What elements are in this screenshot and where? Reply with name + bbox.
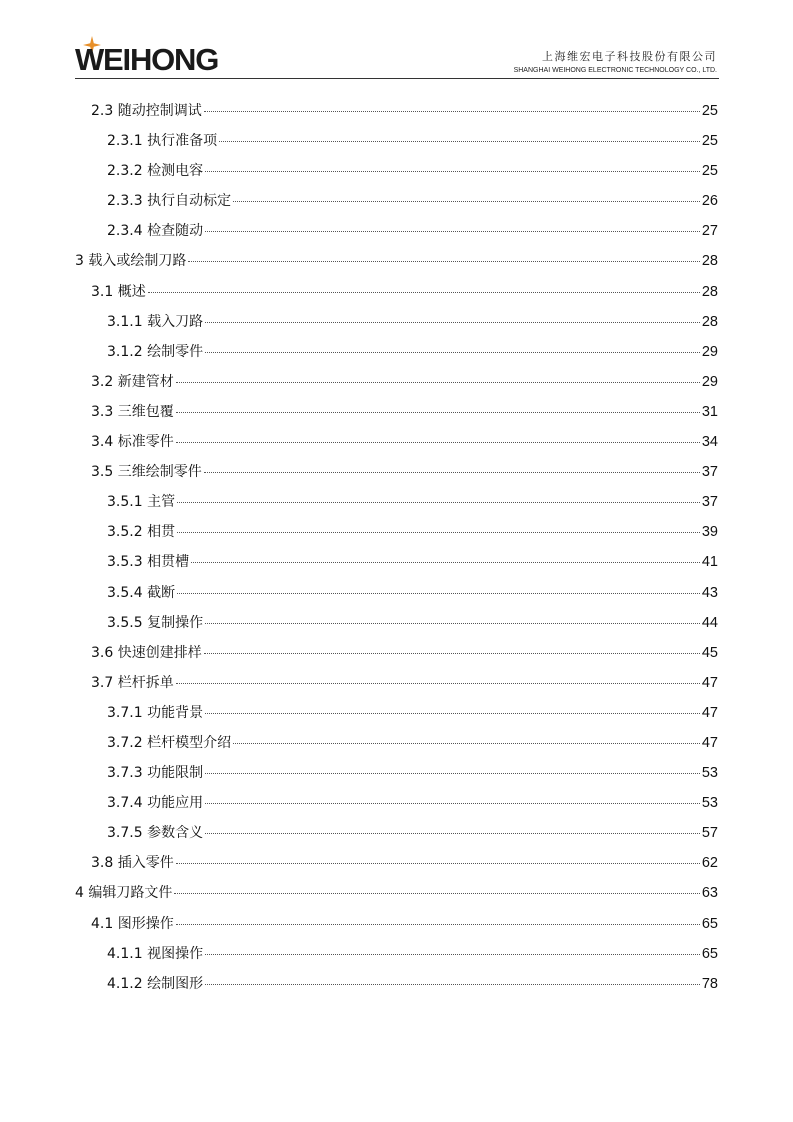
- page-header: [0, 0, 793, 80]
- toc-entry[interactable]: [75, 909, 718, 939]
- toc-leader-dots: [233, 731, 700, 744]
- toc-entry[interactable]: [75, 246, 718, 276]
- toc-entry-title[interactable]: 3.7.4 功能应用: [107, 795, 204, 812]
- toc-entry[interactable]: [75, 367, 718, 397]
- toc-entry[interactable]: [75, 728, 718, 758]
- toc-entry-page-number[interactable]: 63: [701, 885, 718, 902]
- toc-entry-title[interactable]: 3 载入或绘制刀路: [75, 253, 187, 270]
- toc-entry-title[interactable]: 3.5.5 复制操作: [107, 614, 204, 631]
- toc-entry-title[interactable]: 3.7.5 参数含义: [107, 825, 204, 842]
- toc-entry-page-number[interactable]: 34: [701, 434, 718, 451]
- toc-entry-page-number[interactable]: 28: [701, 253, 718, 270]
- toc-entry-page-number[interactable]: 65: [701, 945, 718, 962]
- toc-entry-page-number[interactable]: 57: [701, 825, 718, 842]
- table-of-contents: [75, 96, 718, 999]
- toc-entry[interactable]: [75, 848, 718, 878]
- toc-entry-page-number[interactable]: 29: [701, 343, 718, 360]
- toc-entry[interactable]: [75, 337, 718, 367]
- toc-entry-title[interactable]: 4.1 图形操作: [91, 915, 174, 932]
- toc-entry-title[interactable]: 3.5.4 截断: [107, 584, 176, 601]
- toc-entry[interactable]: [75, 818, 718, 848]
- toc-entry-title[interactable]: 2.3.1 执行准备项: [107, 133, 218, 150]
- toc-entry-title[interactable]: 3.7.1 功能背景: [107, 704, 204, 721]
- toc-leader-dots: [205, 219, 700, 232]
- toc-leader-dots: [205, 972, 700, 985]
- toc-entry[interactable]: [75, 427, 718, 457]
- toc-entry-page-number[interactable]: 28: [701, 283, 718, 300]
- toc-leader-dots: [205, 761, 700, 774]
- company-name: [514, 50, 717, 76]
- toc-entry-page-number[interactable]: 44: [701, 614, 718, 631]
- toc-entry-page-number[interactable]: 27: [701, 223, 718, 240]
- toc-entry-title[interactable]: 3.4 标准零件: [91, 434, 174, 451]
- toc-entry[interactable]: [75, 939, 718, 969]
- toc-leader-dots: [177, 490, 700, 503]
- toc-entry-title[interactable]: 2.3.4 检查随动: [107, 223, 204, 240]
- toc-entry-title[interactable]: 3.7.3 功能限制: [107, 765, 204, 782]
- toc-leader-dots: [205, 821, 700, 834]
- toc-entry[interactable]: [75, 788, 718, 818]
- toc-entry-page-number[interactable]: 78: [701, 975, 718, 992]
- toc-entry-title[interactable]: 3.5.1 主管: [107, 494, 176, 511]
- toc-entry-title[interactable]: 4.1.1 视图操作: [107, 945, 204, 962]
- toc-entry-title[interactable]: 3.7.2 栏杆模型介绍: [107, 734, 232, 751]
- company-name-cn: 上海维宏电子科技股份有限公司: [542, 50, 717, 63]
- toc-leader-dots: [204, 460, 700, 473]
- toc-entry-page-number[interactable]: 53: [701, 795, 718, 812]
- toc-entry[interactable]: [75, 578, 718, 608]
- toc-entry-title[interactable]: 2.3.2 检测电容: [107, 163, 204, 180]
- toc-entry[interactable]: [75, 638, 718, 668]
- toc-entry-title[interactable]: 3.1.1 载入刀路: [107, 313, 204, 330]
- toc-leader-dots: [176, 912, 700, 925]
- toc-leader-dots: [191, 550, 700, 563]
- toc-entry-title[interactable]: 3.8 插入零件: [91, 855, 174, 872]
- toc-entry[interactable]: [75, 878, 718, 908]
- toc-leader-dots: [176, 851, 700, 864]
- toc-leader-dots: [205, 942, 700, 955]
- toc-leader-dots: [205, 701, 700, 714]
- toc-leader-dots: [177, 520, 700, 533]
- toc-leader-dots: [176, 430, 700, 443]
- toc-leader-dots: [148, 280, 700, 293]
- toc-entry[interactable]: [75, 668, 718, 698]
- toc-entry[interactable]: [75, 397, 718, 427]
- toc-entry-page-number[interactable]: 45: [701, 644, 718, 661]
- toc-entry-title[interactable]: 3.7 栏杆拆单: [91, 674, 174, 691]
- toc-entry-page-number[interactable]: 28: [701, 313, 718, 330]
- toc-entry-page-number[interactable]: 25: [701, 163, 718, 180]
- toc-entry[interactable]: [75, 517, 718, 547]
- toc-entry[interactable]: [75, 277, 718, 307]
- toc-leader-dots: [205, 791, 700, 804]
- toc-entry-page-number[interactable]: 43: [701, 584, 718, 601]
- toc-entry-page-number[interactable]: 47: [701, 704, 718, 721]
- toc-entry-title[interactable]: 3.1 概述: [91, 283, 146, 300]
- toc-entry[interactable]: [75, 457, 718, 487]
- toc-entry-title[interactable]: 3.1.2 绘制零件: [107, 343, 204, 360]
- toc-leader-dots: [205, 159, 700, 172]
- toc-entry-page-number[interactable]: 31: [701, 403, 718, 420]
- toc-entry[interactable]: [75, 969, 718, 999]
- toc-leader-dots: [233, 189, 700, 202]
- toc-leader-dots: [176, 370, 700, 383]
- toc-entry-title[interactable]: 4.1.2 绘制图形: [107, 975, 204, 992]
- toc-entry[interactable]: [75, 96, 718, 126]
- toc-entry-page-number[interactable]: 37: [701, 494, 718, 511]
- toc-entry-page-number[interactable]: 62: [701, 855, 718, 872]
- toc-leader-dots: [205, 611, 700, 624]
- toc-leader-dots: [204, 99, 700, 112]
- toc-entry-page-number[interactable]: 47: [701, 674, 718, 691]
- company-name-en: SHANGHAI WEIHONG ELECTRONIC TECHNOLOGY CO., LTD.: [513, 67, 717, 74]
- toc-entry[interactable]: [75, 186, 718, 216]
- toc-entry-page-number[interactable]: 25: [701, 133, 718, 150]
- toc-entry[interactable]: [75, 758, 718, 788]
- toc-entry-title[interactable]: 2.3.3 执行自动标定: [107, 193, 232, 210]
- toc-entry-page-number[interactable]: 65: [701, 915, 718, 932]
- toc-leader-dots: [204, 641, 700, 654]
- toc-entry[interactable]: [75, 126, 718, 156]
- toc-leader-dots: [219, 129, 700, 142]
- toc-entry-page-number[interactable]: 39: [701, 524, 718, 541]
- toc-entry[interactable]: [75, 698, 718, 728]
- toc-entry[interactable]: [75, 307, 718, 337]
- toc-entry-page-number[interactable]: 41: [701, 554, 718, 571]
- toc-entry[interactable]: [75, 547, 718, 577]
- toc-entry-page-number[interactable]: 29: [701, 373, 718, 390]
- header-divider: [75, 78, 719, 79]
- toc-leader-dots: [188, 249, 700, 262]
- toc-leader-dots: [205, 340, 700, 353]
- toc-entry-page-number[interactable]: 25: [701, 103, 718, 119]
- toc-entry-page-number[interactable]: 37: [701, 464, 718, 481]
- toc-leader-dots: [174, 881, 700, 894]
- toc-leader-dots: [176, 671, 700, 684]
- toc-entry-title[interactable]: 2.3 随动控制调试: [91, 103, 202, 119]
- toc-entry-title[interactable]: 3.5.2 相贯: [107, 524, 176, 541]
- toc-entry[interactable]: [75, 487, 718, 517]
- toc-entry-title[interactable]: 4 编辑刀路文件: [75, 885, 173, 902]
- toc-entry[interactable]: [75, 156, 718, 186]
- toc-entry-title[interactable]: 3.5 三维绘制零件: [91, 464, 202, 481]
- toc-entry-title[interactable]: 3.5.3 相贯槽: [107, 554, 190, 571]
- toc-entry-title[interactable]: 3.6 快速创建排样: [91, 644, 202, 661]
- toc-entry-page-number[interactable]: 53: [701, 765, 718, 782]
- toc-entry[interactable]: [75, 216, 718, 246]
- toc-entry-page-number[interactable]: 26: [701, 193, 718, 210]
- toc-entry-page-number[interactable]: 47: [701, 734, 718, 751]
- company-logo: WEIHONG: [75, 42, 219, 77]
- toc-leader-dots: [177, 581, 700, 594]
- toc-entry-title[interactable]: 3.3 三维包覆: [91, 403, 174, 420]
- toc-entry[interactable]: [75, 608, 718, 638]
- toc-leader-dots: [176, 400, 700, 413]
- toc-entry-title[interactable]: 3.2 新建管材: [91, 373, 174, 390]
- toc-leader-dots: [205, 310, 700, 323]
